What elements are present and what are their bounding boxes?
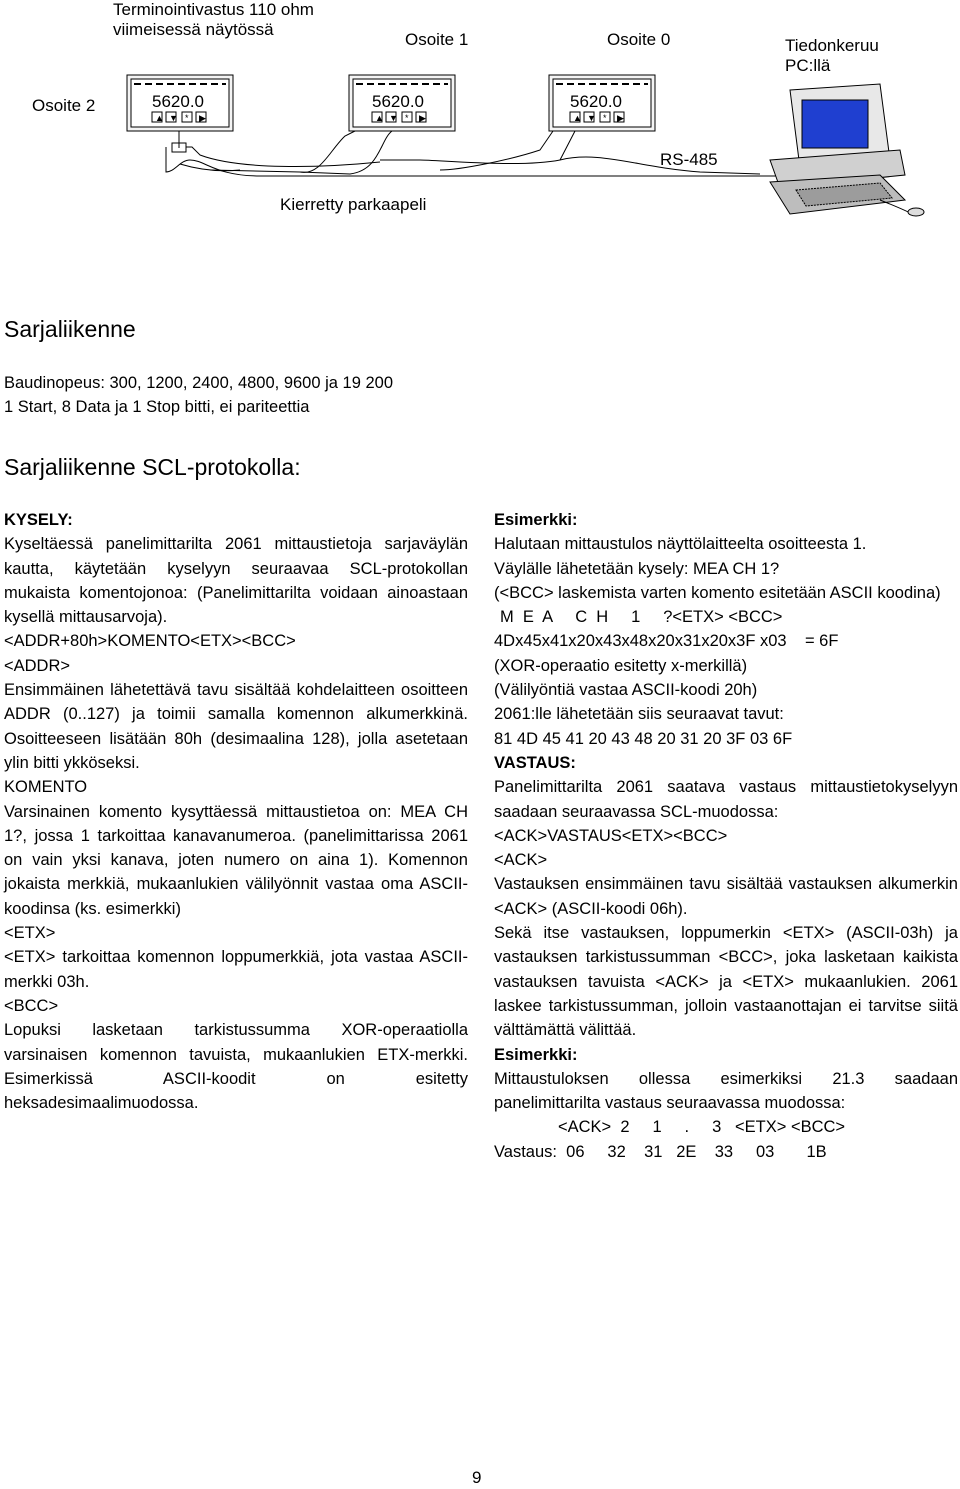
- pc-computer: [770, 84, 924, 216]
- termination-note-line-1: Terminointivastus 110 ohm: [113, 0, 314, 19]
- kysely-heading: KYSELY:: [4, 511, 73, 529]
- panel-meter-address-2: [127, 75, 233, 148]
- down-arrow-icon: ▼: [587, 113, 596, 123]
- vastaus-text: Panelimittarilta 2061 saatava vastaus mittaustietokyselyyn saadaan seuraavassa SCL-muodossa:: [494, 778, 958, 821]
- addr-heading: <ADDR>: [4, 656, 71, 675]
- ascii-row-hex: 4Dx45x41x20x43x48x20x31x20x3F x03 = 6F: [494, 632, 839, 651]
- pc-label-line-2: PC:llä: [785, 56, 831, 75]
- address-1-label: Osoite 1: [405, 30, 469, 49]
- termination-note: [113, 0, 314, 40]
- command-format: <ADDR+80h>KOMENTO<ETX><BCC>: [4, 632, 296, 651]
- response-row-chars: <ACK> 2 1 . 3 <ETX> <BCC>: [558, 1118, 846, 1137]
- termination-note-line-2: viimeisessä näytössä: [113, 20, 274, 39]
- up-arrow-icon: ▲: [573, 113, 582, 123]
- komento-text: Varsinainen komento kysyttäessä mittaustietoa on: MEA CH 1?, jossa 1 tarkoittaa kanavanumeroa. (panelimittarissa 2061 on vain yksi kanava, joten numero on aina 1). Komennon jokaista merkkiä, mukaanlukien välilyönnit vastaa oma ASCII-koodinsa (ks. esimerkki): [4, 802, 468, 918]
- ack-heading: <ACK>: [494, 851, 548, 870]
- response-format: <ACK>VASTAUS<ETX><BCC>: [494, 826, 728, 845]
- star-icon: *: [185, 113, 189, 123]
- bcc-heading: <BCC>: [4, 996, 59, 1015]
- section-title-scl: Sarjaliikenne SCL-protokolla:: [4, 454, 301, 480]
- address-2-label: Osoite 2: [32, 96, 96, 115]
- space-note: (Välilyöntiä vastaa ASCII-koodi 20h): [494, 681, 758, 700]
- example-2-heading: Esimerkki:: [494, 1045, 578, 1064]
- right-arrow-icon: ▶: [199, 113, 206, 123]
- display-value-1: 5620.0: [372, 92, 424, 111]
- baud-rate-line: Baudinopeus: 300, 1200, 2400, 4800, 9600 ja 19 200: [4, 374, 394, 392]
- vastaus-heading: VASTAUS:: [494, 753, 576, 772]
- example-2-text: Mittaustuloksen ollessa esimerkiksi 21.3 saadaan panelimittarilta vastaus seuraavassa muodossa:: [494, 1069, 958, 1113]
- pc-label-line-1: Tiedonkeruu: [785, 36, 879, 55]
- xor-note: (XOR-operaatio esitetty x-merkillä): [494, 656, 748, 675]
- komento-heading: KOMENTO: [4, 778, 88, 797]
- addr-text: Ensimmäinen lähetettävä tavu sisältää kohdelaitteen osoitteen ADDR (0..127) ja toimii samalla komennon alkumerkkinä. Osoitteeseen lisätään 80h (desimaalina 128), jolla asetetaan ylin bitti ykköseksi.: [4, 681, 468, 772]
- right-column: [494, 508, 958, 1164]
- right-arrow-icon: ▶: [419, 113, 426, 123]
- left-column: [4, 508, 468, 1115]
- down-arrow-icon: ▼: [169, 113, 178, 123]
- etx-text: <ETX> tarkoittaa komennon loppumerkkiä, jota vastaa ASCII-merkki 03h.: [4, 948, 468, 991]
- rs485-label: RS-485: [660, 150, 718, 169]
- example-heading: Esimerkki:: [494, 511, 578, 529]
- ack-text: Vastauksen ensimmäinen tavu sisältää vastauksen alkumerkin <ACK> (ASCII-koodi 06h).: [494, 875, 958, 918]
- example-line-2: Väylälle lähetetään kysely: MEA CH 1?: [494, 559, 780, 578]
- star-icon: *: [405, 113, 409, 123]
- star-icon: *: [603, 113, 607, 123]
- response-row-hex: Vastaus: 06 32 31 2E 33 03 1B: [494, 1142, 827, 1161]
- down-arrow-icon: ▼: [389, 113, 398, 123]
- display-value-2: 5620.0: [152, 92, 204, 111]
- ascii-row-chars: M E A C H 1 ?<ETX> <BCC>: [500, 608, 783, 627]
- send-bytes: 81 4D 45 41 20 43 48 20 31 20 3F 03 6F: [494, 729, 793, 748]
- right-arrow-icon: ▶: [617, 113, 624, 123]
- frame-format-line: 1 Start, 8 Data ja 1 Stop bitti, ei pariteettia: [4, 398, 310, 416]
- up-arrow-icon: ▲: [155, 113, 164, 123]
- kysely-text: Kyseltäessä panelimittarilta 2061 mittaustietoja sarjaväylän kautta, käytetään kyselyyn seuraavaa SCL-protokollan mukaista komentojonoa: (Panelimittarilta voidaan ainoastaan kysellä mittausarvoja).: [4, 535, 468, 627]
- cable-label: Kierretty parkaapeli: [280, 195, 427, 214]
- checksum-text: Sekä itse vastauksen, loppumerkin <ETX> (ASCII-03h) ja vastauksen tarkistussumman <BCC>, joka lasketaan kaikista vastauksen tavuista <ACK> ja <ETX> mukaanlukien. 2061 laskee tarkistussumman, jolloin vastaanottajan ei tarvitse siitä välttämättä välittää.: [494, 924, 958, 1040]
- etx-heading: <ETX>: [4, 924, 56, 943]
- example-line-3: (<BCC> laskemista varten komento esitetään ASCII koodina): [494, 583, 941, 602]
- bcc-text: Lopuksi lasketaan tarkistussumma XOR-operaatiolla varsinaisen komennon tavuista, mukaanlukien ETX-merkki. Esimerkissä ASCII-koodit on esitetty heksadesimaalimuodossa.: [4, 1021, 468, 1113]
- send-bytes-label: 2061:lle lähetetään siis seuraavat tavut:: [494, 705, 784, 724]
- up-arrow-icon: ▲: [375, 113, 384, 123]
- section-title-serial: Sarjaliikenne: [4, 316, 136, 342]
- address-0-label: Osoite 0: [607, 30, 671, 49]
- display-value-0: 5620.0: [570, 92, 622, 111]
- page-number: 9: [472, 1468, 482, 1487]
- example-line-1: Halutaan mittaustulos näyttölaitteelta osoitteesta 1.: [494, 535, 867, 554]
- pc-label: [785, 36, 879, 76]
